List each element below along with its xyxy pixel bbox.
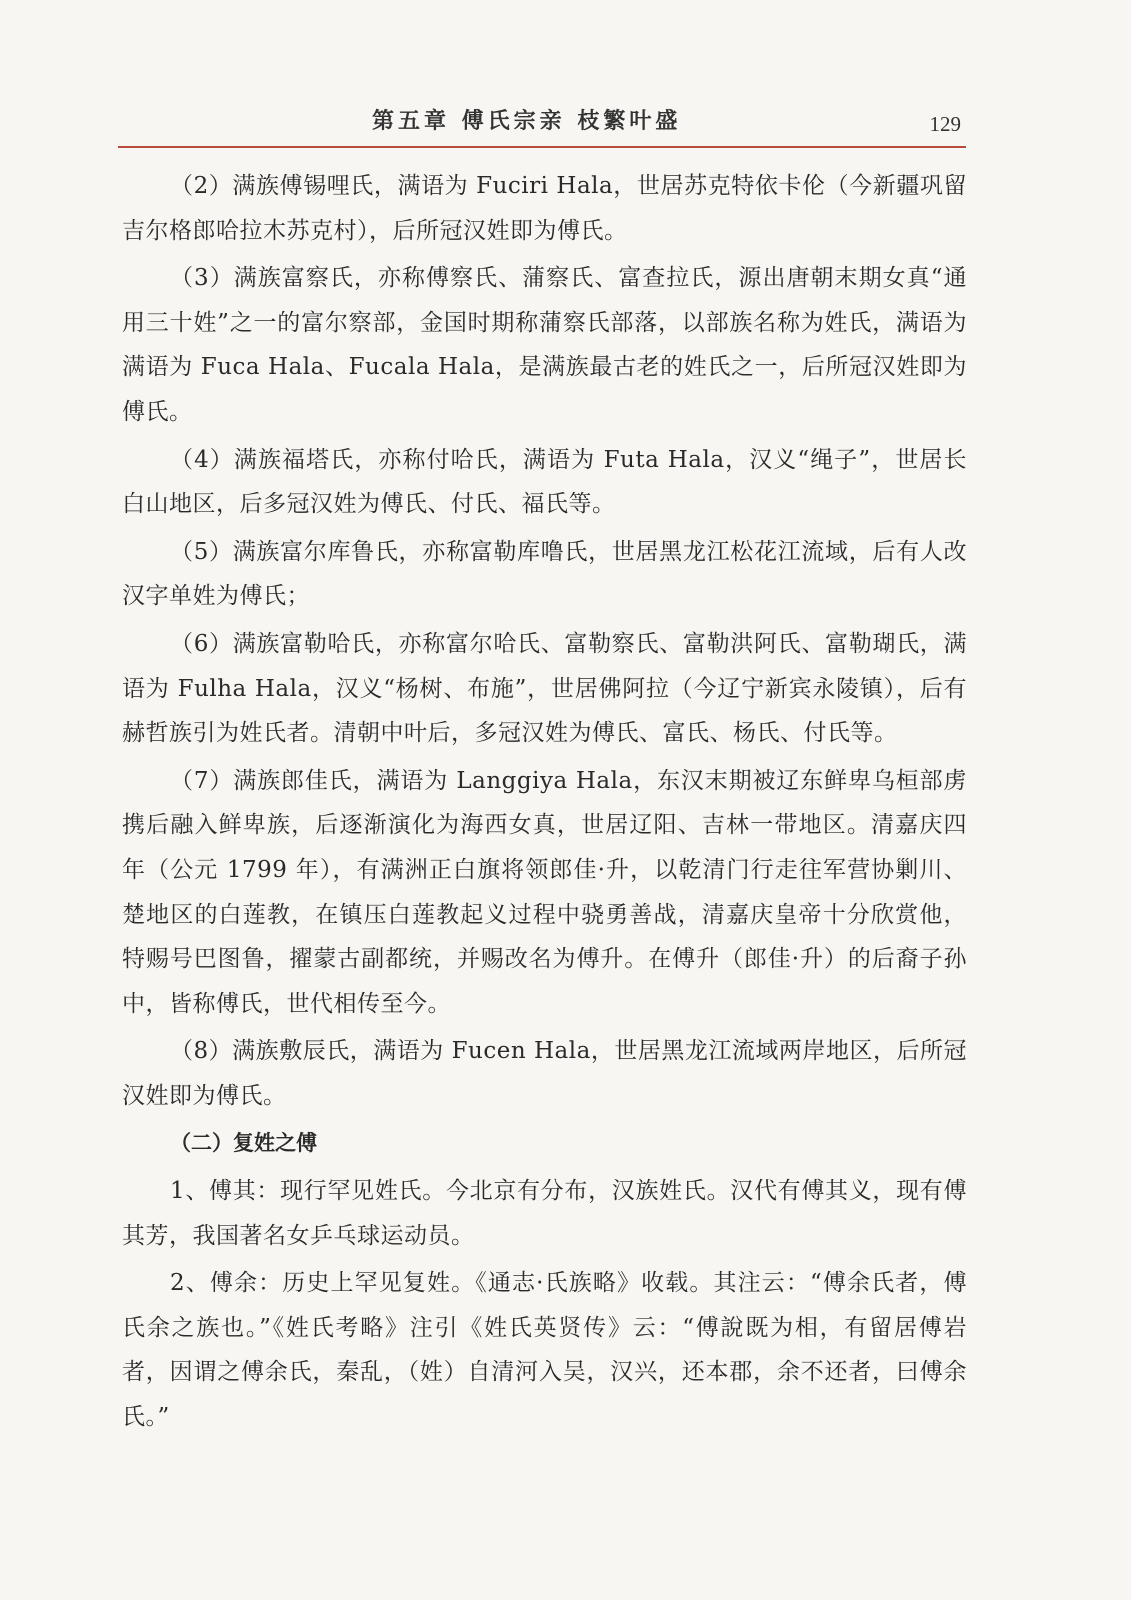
paragraph-fuyu: 2、傅余：历史上罕见复姓。《通志·氏族略》收载。其注云：“傅余氏者，傅氏余之族也。”《姓氏考略》注引《姓氏英贤传》云：“傅說既为相，有留居傅岩者，因谓之傅余氏，秦乱，（姓）自清河入吴，汉兴，还本郡，余不还者，曰傅余氏。”: [122, 1270, 967, 1431]
paragraph-fuerkulu: （5）满族富尔库鲁氏，亦称富勒库噜氏，世居黑龙江松花江流域，后有人改汉字单姓为傅氏；: [122, 538, 967, 610]
running-head: [122, 100, 967, 140]
paragraph-fucen: （8）满族敷辰氏，满语为 Fucen Hala，世居黑龙江流域两岸地区，后所冠汉姓即为傅氏。: [122, 1038, 967, 1109]
paragraph-fulehe: （6）满族富勒哈氏，亦称富尔哈氏、富勒察氏、富勒洪阿氏、富勒瑚氏，满语为 Fulha Hala，汉义“杨树、布施”，世居佛阿拉（今辽宁新宾永陵镇），后有赫哲族引为姓氏者。清朝中叶后，多冠汉姓为傅氏、富氏、杨氏、付氏等。: [122, 630, 967, 747]
page-number: 129: [929, 112, 961, 136]
paragraph-futa: （4）满族福塔氏，亦称付哈氏，满语为 Futa Hala，汉义“绳子”，世居长白山地区，后多冠汉姓为傅氏、付氏、福氏等。: [122, 446, 967, 518]
paragraph-langgiya: （7）满族郎佳氏，满语为 Langgiya Hala，东汉末期被辽东鲜卑乌桓部虏携后融入鲜卑族，后逐渐演化为海西女真，世居辽阳、吉林一带地区。清嘉庆四年（公元 1799 年），有满洲正白旗将领郎佳·升，以乾清门行走往军营协剿川、楚地区的白莲教，在镇压白莲教起义过程中骁勇善战，清嘉庆皇帝十分欣赏他，特赐号巴图鲁，擢蒙古副都统，并赐改名为傅升。在傅升（郎佳·升）的后裔子孙中，皆称傅氏，世代相传至今。: [122, 767, 967, 1017]
section-heading: （二）复姓之傅: [170, 1131, 317, 1156]
chapter-title: 第五章 傅氏宗亲 枝繁叶盛: [372, 109, 682, 134]
header-rule: [118, 146, 966, 148]
body-text: [122, 164, 967, 1443]
paragraph-fuqi: 1、傅其：现行罕见姓氏。今北京有分布，汉族姓氏。汉代有傅其义，现有傅其芳，我国著名女乒乓球运动员。: [122, 1178, 967, 1249]
paragraph-fuciri: （2）满族傅锡哩氏，满语为 Fuciri Hala，世居苏克特依卡伦（今新疆巩留吉尔格郎哈拉木苏克村），后所冠汉姓即为傅氏。: [122, 173, 967, 244]
paragraph-fucha: （3）满族富察氏，亦称傅察氏、蒲察氏、富查拉氏，源出唐朝末期女真“通用三十姓”之一的富尔察部，金国时期称蒲察氏部落，以部族名称为姓氏，满语为满语为 Fuca Hala、Fucala Hala，是满族最古老的姓氏之一，后所冠汉姓即为傅氏。: [122, 265, 967, 425]
